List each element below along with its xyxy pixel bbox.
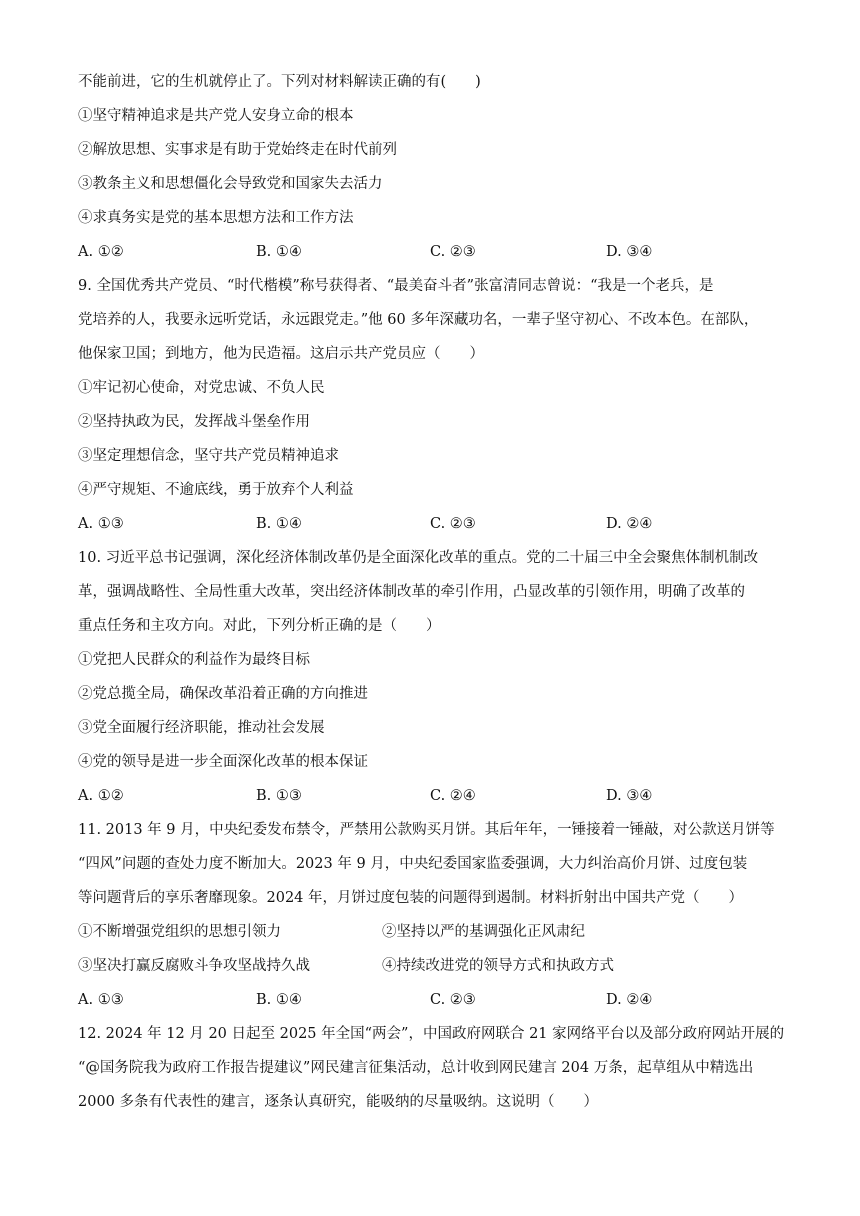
- q9-option-d[interactable]: D. ②④: [606, 516, 653, 532]
- q8-option-c[interactable]: C. ②③: [430, 244, 476, 260]
- q8-item-2: ②解放思想、实事求是有助于党始终走在时代前列: [78, 142, 397, 158]
- q11-item-3: ③坚决打赢反腐败斗争攻坚战持久战: [78, 958, 310, 974]
- q11-items-row-2: [78, 956, 798, 976]
- q9-item-3: ③坚定理想信念，坚守共产党员精神追求: [78, 448, 339, 464]
- q11-stem-line-1: 11. 2013 年 9 月，中央纪委发布禁令，严禁用公款购买月饼。其后年年，一锤接着一锤敲，对公款送月饼等: [78, 822, 775, 838]
- q9-option-c[interactable]: C. ②③: [430, 516, 476, 532]
- q9-options: [78, 514, 798, 534]
- q8-option-d[interactable]: D. ③④: [606, 244, 653, 260]
- q11-items-row-1: [78, 922, 798, 942]
- q10-option-b[interactable]: B. ①③: [256, 788, 302, 804]
- q11-option-c[interactable]: C. ②③: [430, 992, 476, 1008]
- q12-stem-line-3: 2000 多条有代表性的建言，逐条认真研究，能吸纳的尽量吸纳。这说明（ ）: [78, 1094, 599, 1110]
- q11-option-a[interactable]: A. ①③: [78, 992, 124, 1008]
- q10-item-2: ②党总揽全局，确保改革沿着正确的方向推进: [78, 686, 368, 702]
- q9-option-a[interactable]: A. ①③: [78, 516, 124, 532]
- q10-stem-line-1: 10. 习近平总书记强调，深化经济体制改革仍是全面深化改革的重点。党的二十届三中全会聚焦体制机制改: [78, 550, 759, 566]
- q10-item-3: ③党全面履行经济职能，推动社会发展: [78, 720, 325, 736]
- q10-option-d[interactable]: D. ③④: [606, 788, 653, 804]
- q9-item-2: ②坚持执政为民，发挥战斗堡垒作用: [78, 414, 310, 430]
- q11-stem-line-3: 等问题背后的享乐奢靡现象。2024 年，月饼过度包装的问题得到遏制。材料折射出中国共产党（ ）: [78, 890, 744, 906]
- q8-item-4: ④求真务实是党的基本思想方法和工作方法: [78, 210, 354, 226]
- q10-options: [78, 786, 798, 806]
- q11-item-1: ①不断增强党组织的思想引领力: [78, 924, 281, 940]
- q11-stem-line-2: “四风”问题的查处力度不断加大。2023 年 9 月，中央纪委国家监委强调，大力纠治高价月饼、过度包装: [78, 856, 748, 872]
- q9-item-1: ①牢记初心使命，对党忠诚、不负人民: [78, 380, 325, 396]
- q12-stem-line-1: 12. 2024 年 12 月 20 日起至 2025 年全国“两会”，中国政府网联合 21 家网络平台以及部分政府网站开展的: [78, 1026, 785, 1042]
- q11-option-b[interactable]: B. ①④: [256, 992, 302, 1008]
- q10-item-1: ①党把人民群众的利益作为最终目标: [78, 652, 310, 668]
- q8-item-3: ③教条主义和思想僵化会导致党和国家失去活力: [78, 176, 383, 192]
- q8-item-1: ①坚守精神追求是共产党人安身立命的根本: [78, 108, 354, 124]
- q10-option-a[interactable]: A. ①②: [78, 788, 124, 804]
- q10-stem-line-2: 革，强调战略性、全局性重大改革，突出经济体制改革的牵引作用，凸显改革的引领作用，明确了改革的: [78, 584, 745, 600]
- q9-option-b[interactable]: B. ①④: [256, 516, 302, 532]
- q10-stem-line-3: 重点任务和主攻方向。对此，下列分析正确的是（ ）: [78, 618, 441, 634]
- q9-item-4: ④严守规矩、不逾底线，勇于放弃个人利益: [78, 482, 354, 498]
- q8-options: [78, 242, 798, 262]
- q11-item-4: ④持续改进党的领导方式和执政方式: [382, 958, 614, 974]
- q10-item-4: ④党的领导是进一步全面深化改革的根本保证: [78, 754, 368, 770]
- q10-option-c[interactable]: C. ②④: [430, 788, 476, 804]
- q11-options: [78, 990, 798, 1010]
- q8-option-b[interactable]: B. ①④: [256, 244, 302, 260]
- q9-stem-line-1: 9. 全国优秀共产党员、“时代楷模”称号获得者、“最美奋斗者”张富清同志曾说：“我是一个老兵，是: [78, 278, 714, 294]
- q12-stem-line-2: “@国务院我为政府工作报告提建议”网民建言征集活动，总计收到网民建言 204 万条，起草组从中精选出: [78, 1060, 754, 1076]
- q11-item-2: ②坚持以严的基调强化正风肃纪: [382, 924, 585, 940]
- q8-stem-tail: 不能前进，它的生机就停止了。下列对材料解读正确的有( ): [78, 74, 481, 90]
- q8-option-a[interactable]: A. ①②: [78, 244, 124, 260]
- q11-option-d[interactable]: D. ②④: [606, 992, 653, 1008]
- q9-stem-line-3: 他保家卫国；到地方，他为民造福。这启示共产党员应（ ）: [78, 346, 484, 362]
- q9-stem-line-2: 党培养的人，我要永远听党话，永远跟党走。”他 60 多年深藏功名，一辈子坚守初心、不改本色。在部队，: [78, 312, 759, 328]
